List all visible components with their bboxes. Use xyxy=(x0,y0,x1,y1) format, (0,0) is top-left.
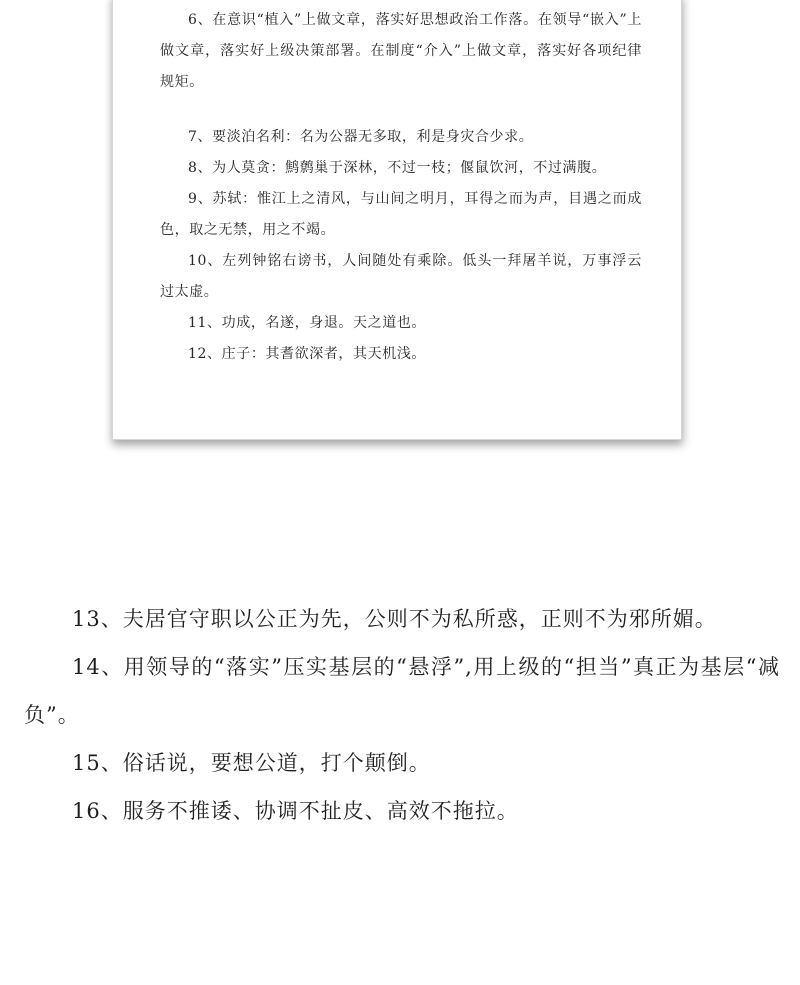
main-text-body xyxy=(24,595,780,835)
card-paragraph-10: 10、左列钟铭右谤书，人间随处有乘除。低头一拜屠羊说，万事浮云过太虚。 xyxy=(160,253,642,300)
card-paragraph-6: 6、在意识“植入”上做文章，落实好思想政治工作落。在领导“嵌入”上做文章，落实好上级决策部署。在制度“介入”上做文章，落实好各项纪律规矩。 xyxy=(160,12,642,90)
embedded-document-page xyxy=(112,0,682,440)
card-paragraph-9: 9、苏轼：惟江上之清风，与山间之明月，耳得之而为声，目遇之而成色，取之无禁，用之不竭。 xyxy=(160,191,642,238)
card-paragraph-7: 7、要淡泊名利：名为公器无多取，利是身灾合少求。 xyxy=(188,129,534,145)
main-paragraph-15: 15、俗话说，要想公道，打个颠倒。 xyxy=(72,751,431,775)
card-paragraph-11: 11、功成，名遂，身退。天之道也。 xyxy=(188,315,427,331)
main-paragraph-16: 16、服务不推诿、协调不扯皮、高效不拖拉。 xyxy=(72,799,519,823)
main-paragraph-14: 14、用领导的“落实”压实基层的“悬浮”,用上级的“担当”真正为基层“减负”。 xyxy=(24,655,780,727)
card-paragraph-8: 8、为人莫贪：鹪鹩巢于深林，不过一枝；偃鼠饮河，不过满腹。 xyxy=(188,160,607,176)
card-paragraph-12: 12、庄子：其耆欲深者，其天机浅。 xyxy=(188,346,427,362)
main-paragraph-13: 13、夫居官守职以公正为先，公则不为私所惑，正则不为邪所媚。 xyxy=(72,607,717,631)
